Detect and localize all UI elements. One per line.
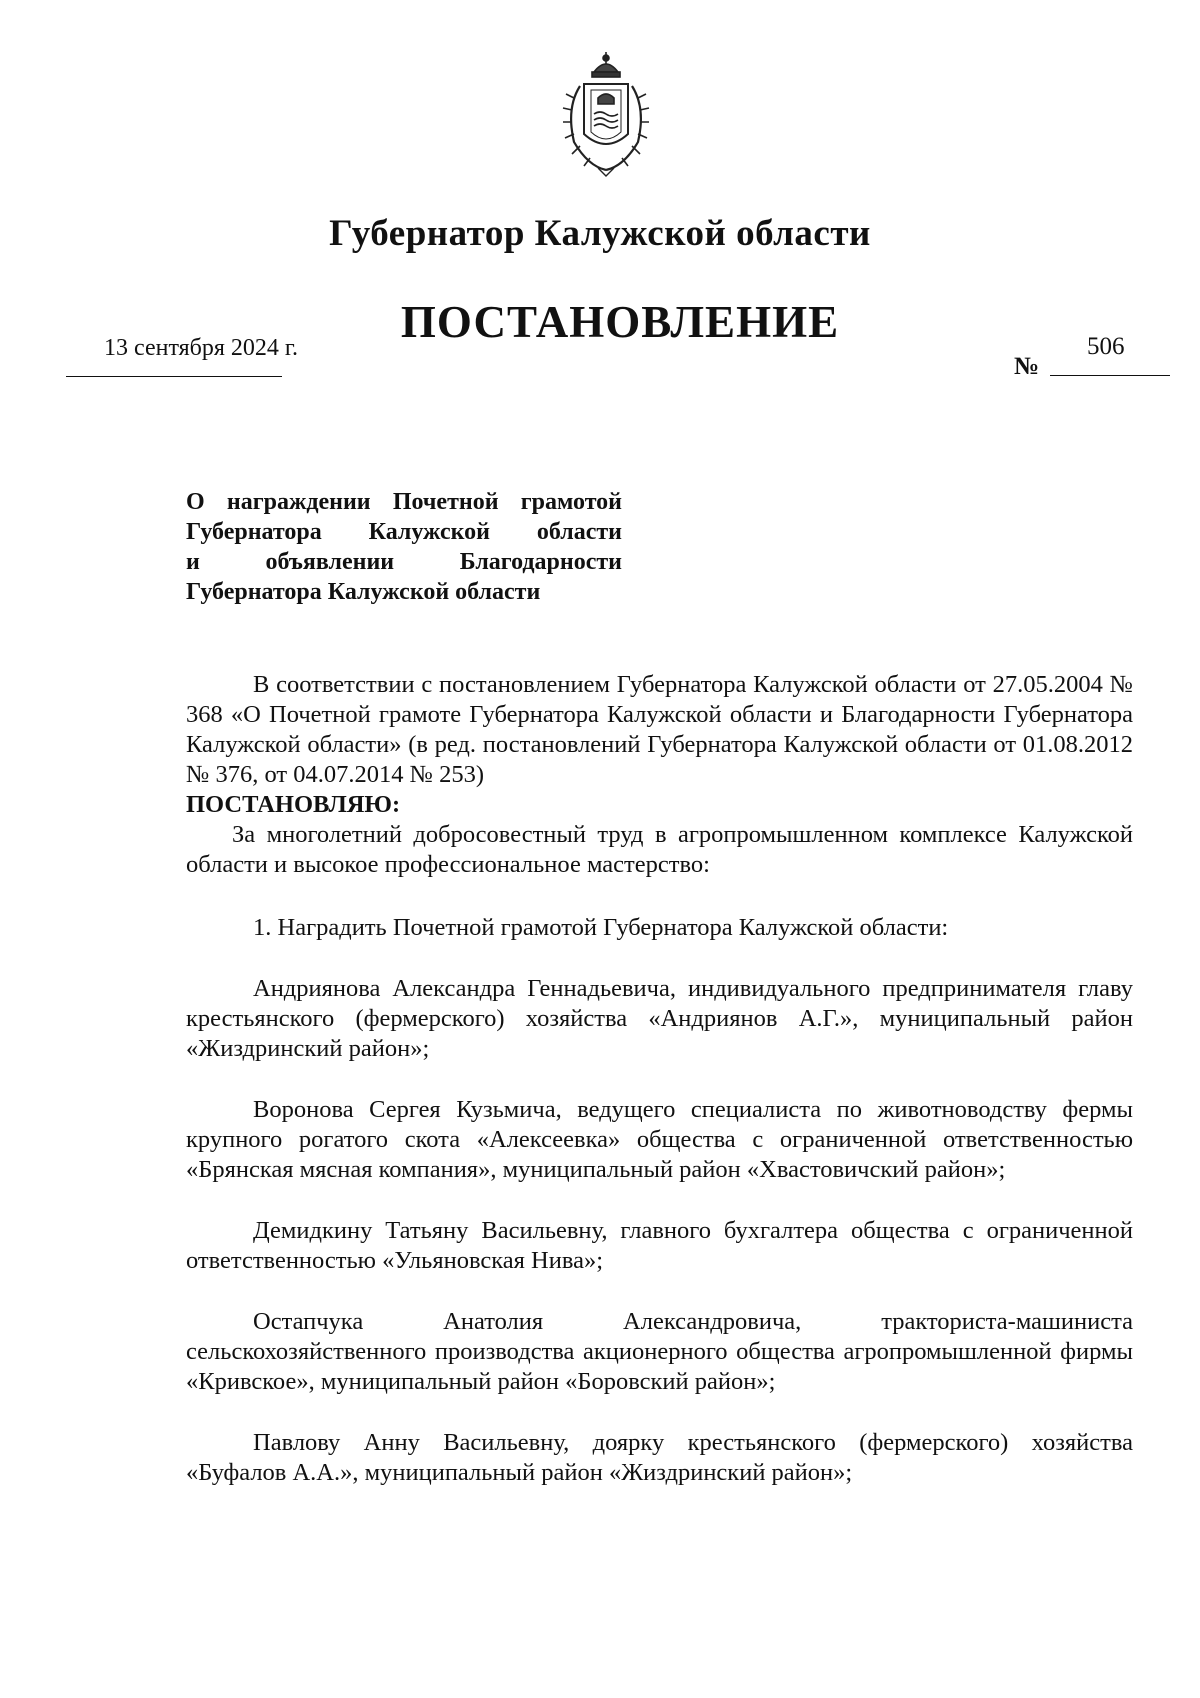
coat-of-arms-icon (558, 50, 654, 178)
subject-line: Губернатора Калужской области (186, 579, 541, 605)
number-underline (1050, 375, 1170, 376)
authority-title: Губернатор Калужской области (329, 213, 871, 254)
recipient-paragraph: Павлову Анну Васильевну, доярку крестьянского (фермерского) хозяйства «Буфалов А.А.», муниципальный район «Жиздринский район»; (186, 1429, 1133, 1486)
recipient-paragraph: Демидкину Татьяну Васильевну, главного бухгалтера общества с ограниченной ответственностью «Ульяновская Нива»; (186, 1217, 1133, 1274)
recipient-paragraph: Воронова Сергея Кузьмича, ведущего специалиста по животноводству фермы крупного рогатого скота «Алексеевка» общества с ограниченной ответственностью «Брянская мясная компания», муниципальный район «Хвастовичский район»; (186, 1096, 1133, 1183)
recipient-paragraph: Андриянова Александра Геннадьевича, индивидуального предпринимателя главу крестьянского (фермерского) хозяйства «Андриянов А.Г.», муниципальный район «Жиздринский район»; (186, 975, 1133, 1062)
document-type-title: ПОСТАНОВЛЕНИЕ (400, 297, 840, 347)
document-number: 506 (1087, 333, 1125, 360)
preamble-paragraph: В соответствии с постановлением Губернатора Калужской области от 27.05.2004 № 368 «О Почетной грамоте Губернатора Калужской области и Благодарности Губернатора Калужской области» (в ред. постановлений Губернатора Калужской области от 01.08.2012 № 376, от 04.07.2014 № 253) (186, 671, 1133, 788)
recipient-paragraph: Остапчука Анатолия Александровича, тракториста-машиниста сельскохозяйственного производства акционерного общества агропромышленной фирмы «Кривское», муниципальный район «Боровский район»; (186, 1308, 1133, 1395)
subject-line: О награждении Почетной грамотой (186, 489, 622, 515)
decree-word: ПОСТАНОВЛЯЮ: (186, 791, 401, 818)
subject-line: и объявлении Благодарности (186, 549, 622, 575)
reason-paragraph: За многолетний добросовестный труд в агропромышленном комплексе Калужской области и высокое профессиональное мастерство: (186, 821, 1133, 878)
item-1-heading: 1. Наградить Почетной грамотой Губернатора Калужской области: (253, 914, 949, 941)
document-body (186, 670, 1133, 1488)
document-date: 13 сентября 2024 г. (104, 335, 299, 361)
number-sign: № (1014, 353, 1040, 380)
date-underline (66, 376, 282, 377)
subject-line: Губернатора Калужской области (186, 519, 622, 545)
document-subject (186, 487, 622, 607)
